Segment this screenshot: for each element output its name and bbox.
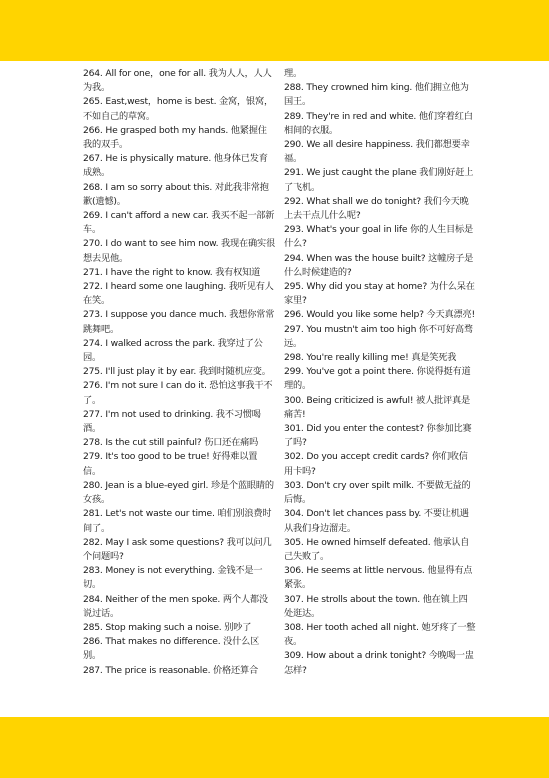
phrase-entry: 306. He seems at little nervous. 他显得有点紧张。: [284, 565, 473, 591]
phrase-entry: 275. I'll just play it by ear. 我到时随机应变。: [83, 366, 271, 378]
phrase-entry: 285. Stop making such a noise. 别吵了: [83, 621, 252, 633]
phrase-entry: 290. We all desire happiness. 我们都想要幸福。: [284, 139, 470, 165]
phrase-entry: 303. Don't cry over spilt milk. 不要做无益的后悔。: [284, 479, 471, 506]
phrase-entry: 286. That makes no difference. 没什么区别。: [83, 636, 260, 662]
phrase-entry: 301. Did you enter the contest? 你参加比赛了吗?: [284, 423, 472, 449]
phrase-entry: 266. He grasped both my hands. 他紧握住我的双手。: [83, 124, 267, 151]
phrase-entry: 293. What's your goal in life 你的人生目标是什么?: [284, 224, 474, 250]
phrase-entry: 304. Don't let chances pass by. 不要让机遇从我们身边溜走。: [284, 508, 469, 534]
phrase-entry: 264. All for one，one for all. 我为人人，人人为我。: [83, 68, 272, 94]
phrase-entry: 269. I can't afford a new car. 我买不起一部新车。: [83, 210, 275, 236]
phrase-entry: 295. Why did you stay at home? 为什么呆在家里?: [284, 281, 475, 307]
phrase-entry: 300. Being criticized is awful! 被人批评真是痛苦!: [284, 394, 470, 420]
right-column: [284, 67, 476, 678]
phrase-entry: 296. Would you like some help? 今天真漂亮!: [284, 309, 475, 321]
phrase-entry: 292. What shall we do tonight? 我们今天晚上去干点儿什么呢?: [284, 195, 469, 222]
phrase-entry: 267. He is physically mature. 他身体已发育成熟。: [83, 153, 268, 179]
phrase-entry: 298. You're really killing me! 真是笑死我: [284, 352, 457, 364]
phrase-entry: 289. They're in red and white. 他们穿着红白相间的衣服。: [284, 110, 473, 136]
phrase-entry: 308. Her tooth ached all night. 她牙疼了一整夜。: [284, 621, 476, 648]
phrase-entry: 265. East,west，home is best. 金窝，银窝，不如自己的草窝。: [83, 96, 273, 122]
phrase-entry: 271. I have the right to know. 我有权知道: [83, 266, 261, 278]
phrase-entry: 287. The price is reasonable. 价格还算合: [83, 664, 258, 676]
phrase-entry: 281. Let's not waste our time. 咱们别浪费时间了。: [83, 508, 272, 534]
phrase-entry: 273. I suppose you dance much. 我想你常常跳舞吧。: [83, 309, 275, 335]
phrase-entry: 理。: [284, 68, 302, 79]
phrase-entry: 279. It's too good to be true! 好得难以置信。: [83, 451, 258, 477]
phrase-entry: 309. How about a drink tonight? 今晚喝一盅怎样?: [284, 650, 474, 676]
phrase-entry: 294. When was the house built? 这幢房子是什么时候建造的?: [284, 252, 474, 278]
phrase-entry: 274. I walked across the park. 我穿过了公园。: [83, 337, 263, 364]
phrase-entry: 305. He owned himself defeated. 他承认自己失败了。: [284, 536, 470, 562]
phrase-entry: 276. I'm not sure I can do it. 恐怕这事我干不了。: [83, 380, 273, 406]
bottom-yellow-band: [0, 717, 549, 778]
phrase-entry: 280. Jean is a blue-eyed girl. 珍是个蓝眼睛的女孩。: [83, 479, 274, 506]
phrase-entry: 307. He strolls about the town. 他在镇上四处逛达。: [284, 593, 468, 619]
phrase-entry: 283. Money is not everything. 金钱不是一切。: [83, 565, 263, 591]
phrase-entry: 268. I am so sorry about this. 对此我非常抱歉(遗憾)。: [83, 181, 269, 207]
phrase-entry: 272. I heard some one laughing. 我听见有人在笑。: [83, 281, 274, 307]
top-yellow-band: [0, 0, 549, 61]
phrase-entry: 278. Is the cut still painful? 伤口还在痛吗: [83, 437, 259, 449]
phrase-entry: 270. I do want to see him now. 我现在确实很想去见他。: [83, 238, 275, 264]
phrase-entry: 277. I'm not used to drinking. 我不习惯喝酒。: [83, 408, 261, 435]
phrase-entry: 291. We just caught the plane 我们刚好赶上了飞机。: [284, 167, 474, 193]
phrase-entry: 297. You mustn't aim too high 你不可好高骛远。: [284, 323, 473, 349]
phrase-entry: 288. They crowned him king. 他们拥立他为国王。: [284, 82, 469, 108]
phrase-entry: 302. Do you accept credit cards? 你们收信用卡吗?: [284, 451, 468, 477]
phrase-entry: 282. May I ask some questions? 我可以问几个问题吗?: [83, 536, 272, 562]
phrase-entry: 299. You've got a point there. 你说得挺有道理的。: [284, 366, 471, 392]
phrase-entry: 284. Neither of the men spoke. 两个人都没说过话。: [83, 593, 268, 619]
left-column: [83, 67, 275, 678]
